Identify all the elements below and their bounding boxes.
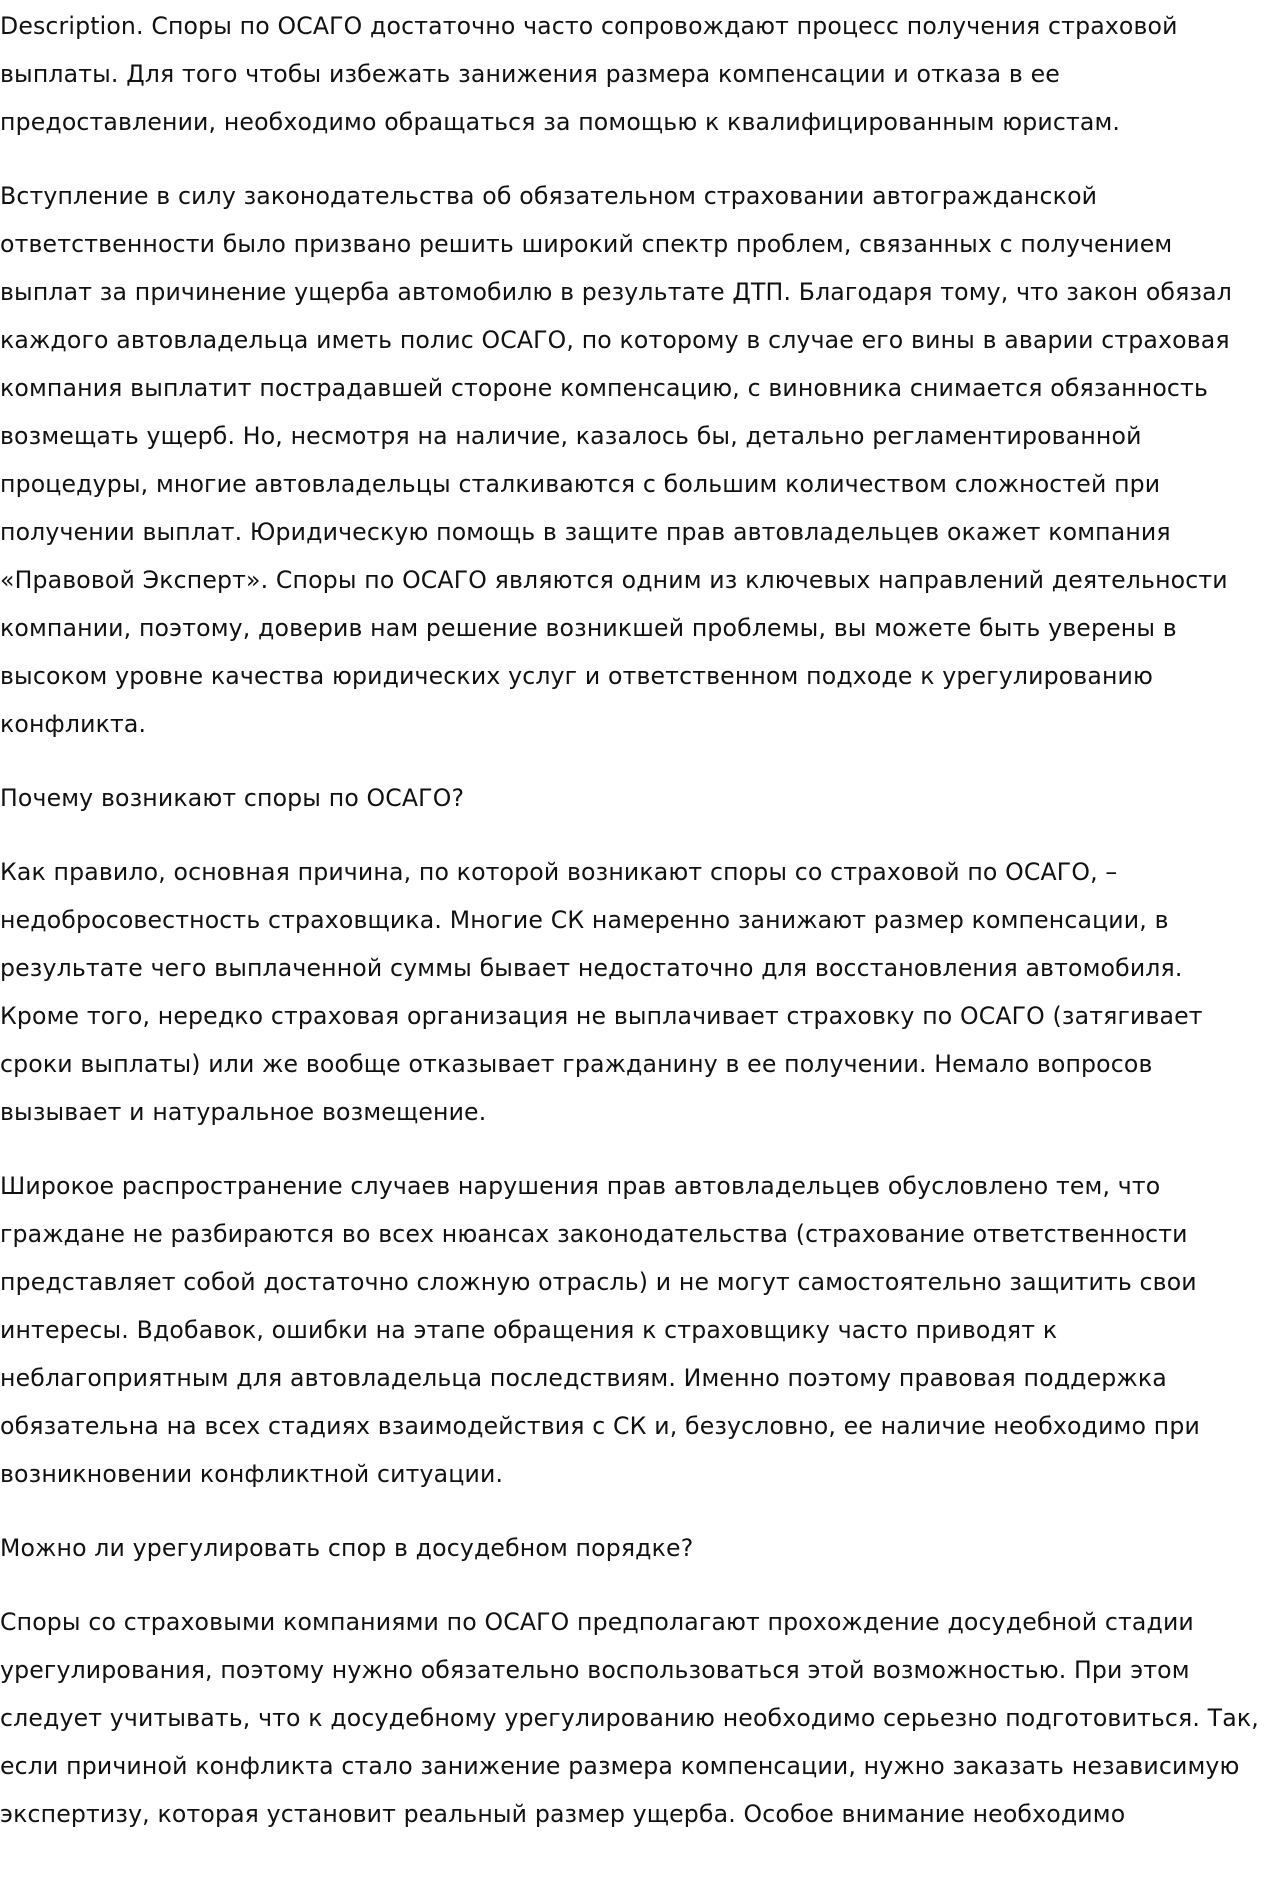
- paragraph-violations: Широкое распространение случаев нарушения прав автовладельцев обусловлено тем, что граждане не разбираются во всех нюансах законодательства (страхование ответственности представляет собой достаточно сложную отрасль) и не могут самостоятельно защитить свои интересы. Вдобавок, ошибки на этапе обращения к страховщику часто приводят к неблагоприятным для автовладельца последствиям. Именно поэтому правовая поддержка обязательна на всех стадиях взаимодействия с СК и, безусловно, ее наличие необходимо при возникновении конфликтной ситуации.: [0, 1172, 1200, 1488]
- paragraph-intro: Description. Споры по ОСАГО достаточно часто сопровождают процесс получения страховой выплаты. Для того чтобы избежать занижения размера компенсации и отказа в ее предоставлении, необходимо обращаться за помощью к квалифицированным юристам.: [0, 12, 1178, 136]
- paragraph-law: Вступление в силу законодательства об обязательном страховании автогражданской ответственности было призвано решить широкий спектр проблем, связанных с получением выплат за причинение ущерба автомобилю в результате ДТП. Благодаря тому, что закон обязал каждого автовладельца иметь полис ОСАГО, по которому в случае его вины в аварии страховая компания выплатит пострадавшей стороне компенсацию, с виновника снимается обязанность возмещать ущерб. Но, несмотря на наличие, казалось бы, детально регламентированной процедуры, многие автовладельцы сталкиваются с большим количеством сложностей при получении выплат. Юридическую помощь в защите прав автовладельцев окажет компания «Правовой Эксперт». Споры по ОСАГО являются одним из ключевых направлений деятельности компании, поэтому, доверив нам решение возникшей проблемы, вы можете быть уверены в высоком уровне качества юридических услуг и ответственном подходе к урегулированию конфликта.: [0, 182, 1232, 738]
- paragraph-reasons: Как правило, основная причина, по которой возникают споры со страховой по ОСАГО, – недобросовестность страховщика. Многие СК намеренно занижают размер компенсации, в результате чего выплаченной суммы бывает недостаточно для восстановления автомобиля. Кроме того, нередко страховая организация не выплачивает страховку по ОСАГО (затягивает сроки выплаты) или же вообще отказывает гражданину в ее получении. Немало вопросов вызывает и натуральное возмещение.: [0, 858, 1203, 1126]
- section-heading-pretrial: Можно ли урегулировать спор в досудебном порядке?: [0, 1534, 694, 1562]
- paragraph-pretrial: Споры со страховыми компаниями по ОСАГО предполагают прохождение досудебной стадии урегулирования, поэтому нужно обязательно воспользоваться этой возможностью. При этом следует учитывать, что к досудебному урегулированию необходимо серьезно подготовиться. Так, если причиной конфликта стало занижение размера компенсации, нужно заказать независимую экспертизу, которая установит реальный размер ущерба. Особое внимание необходимо: [0, 1608, 1259, 1828]
- section-heading-why: Почему возникают споры по ОСАГО?: [0, 784, 465, 812]
